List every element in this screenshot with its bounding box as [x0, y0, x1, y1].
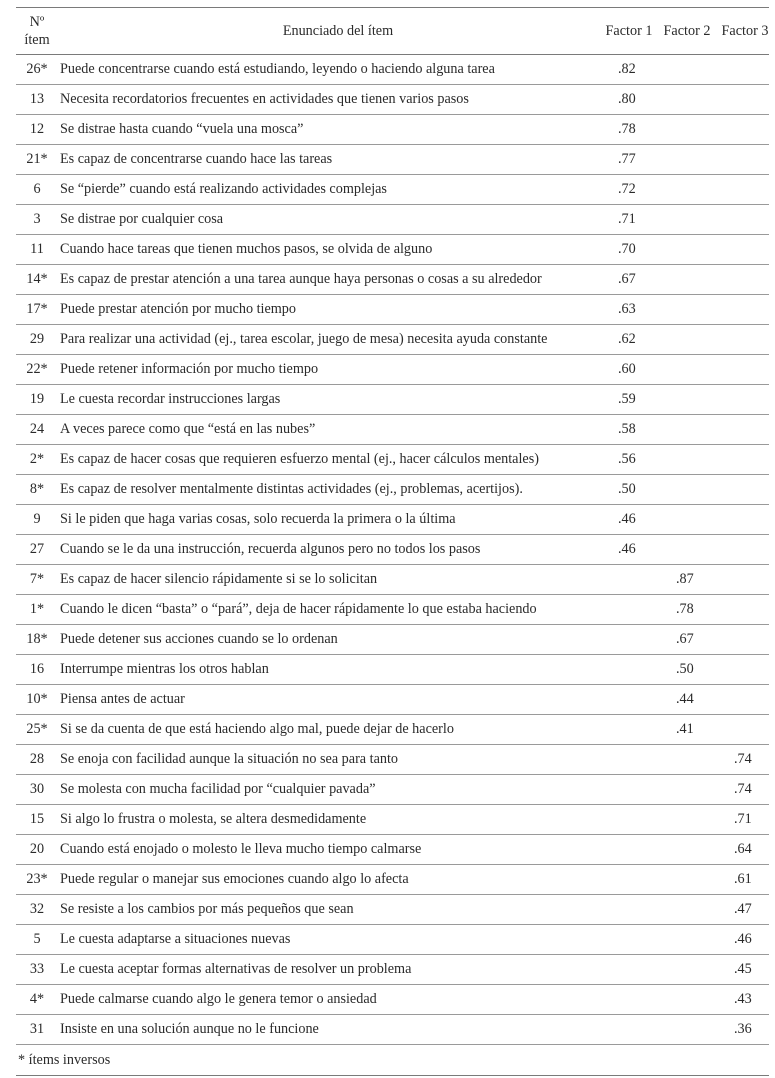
item-number: 15 — [29, 811, 45, 827]
table-row — [16, 475, 769, 505]
item-number: 12 — [29, 121, 45, 137]
item-number: 10* — [26, 691, 48, 707]
item-statement: Se distrae por cualquier cosa — [60, 211, 224, 227]
factor-1-loading: .46 — [618, 511, 636, 527]
item-statement: Si algo lo frustra o molesta, se altera desmedidamente — [60, 811, 367, 827]
item-number: 26* — [26, 61, 48, 77]
item-statement: Puede retener información por mucho tiempo — [60, 361, 319, 377]
factor-2-loading: .67 — [676, 631, 694, 647]
factor-3-loading: .46 — [734, 931, 752, 947]
item-statement: Puede prestar atención por mucho tiempo — [60, 301, 296, 317]
factor-1-loading: .63 — [618, 301, 636, 317]
item-statement: Se distrae hasta cuando “vuela una mosca” — [60, 121, 304, 137]
item-number: 33 — [29, 961, 45, 977]
table-row — [16, 775, 769, 805]
item-number: 31 — [29, 1021, 45, 1037]
item-statement: Cuando está enojado o molesto le lleva mucho tiempo calmarse — [60, 841, 422, 857]
table-body — [16, 55, 769, 1045]
header-item-number: Nº ítem — [24, 14, 50, 48]
table-row — [16, 1015, 769, 1045]
factor-2-loading: .41 — [676, 721, 694, 737]
table-row — [16, 85, 769, 115]
item-statement: Cuando le dicen “basta” o “pará”, deja de hacer rápidamente lo que estaba haciendo — [60, 601, 537, 617]
factor-2-loading: .50 — [676, 661, 694, 677]
item-statement: Puede regular o manejar sus emociones cuando algo lo afecta — [60, 871, 409, 887]
item-number: 24 — [29, 421, 45, 437]
item-statement: Se resiste a los cambios por más pequeños que sean — [60, 901, 354, 917]
table-row — [16, 985, 769, 1015]
item-number: 23* — [26, 871, 48, 887]
item-statement: Para realizar una actividad (ej., tarea escolar, juego de mesa) necesita ayuda constante — [60, 331, 548, 347]
table-row — [16, 205, 769, 235]
factor-3-loading: .71 — [734, 811, 752, 827]
header-factor-1: Factor 1 — [605, 23, 653, 39]
item-statement: A veces parece como que “está en las nubes” — [60, 421, 316, 437]
table-row — [16, 655, 769, 685]
item-statement: Es capaz de hacer cosas que requieren esfuerzo mental (ej., hacer cálculos mentales) — [60, 451, 539, 467]
table-row — [16, 955, 769, 985]
item-number: 4* — [29, 991, 45, 1007]
factor-3-loading: .74 — [734, 751, 752, 767]
item-number: 27 — [29, 541, 45, 557]
factor-2-loading: .44 — [676, 691, 694, 707]
factor-1-loading: .58 — [618, 421, 636, 437]
table-row — [16, 235, 769, 265]
item-statement: Es capaz de prestar atención a una tarea aunque haya personas o cosas a su alrededor — [60, 271, 542, 287]
table-row — [16, 535, 769, 565]
header-factor-3: Factor 3 — [721, 23, 769, 39]
item-number: 14* — [26, 271, 48, 287]
table-row — [16, 325, 769, 355]
header-factor-2: Factor 2 — [663, 23, 711, 39]
table-footnote — [16, 1045, 769, 1076]
table-row — [16, 145, 769, 175]
factor-1-loading: .82 — [618, 61, 636, 77]
factor-1-loading: .80 — [618, 91, 636, 107]
table-row — [16, 445, 769, 475]
item-number: 19 — [29, 391, 45, 407]
factor-3-loading: .61 — [734, 871, 752, 887]
item-statement: Le cuesta aceptar formas alternativas de resolver un problema — [60, 961, 412, 977]
factor-loadings-table — [16, 7, 769, 1076]
item-statement: Puede calmarse cuando algo le genera temor o ansiedad — [60, 991, 377, 1007]
factor-3-loading: .36 — [734, 1021, 752, 1037]
item-statement: Es capaz de resolver mentalmente distintas actividades (ej., problemas, acertijos). — [60, 481, 523, 497]
item-number: 9 — [33, 511, 41, 527]
item-statement: Piensa antes de actuar — [60, 691, 185, 707]
item-number: 28 — [29, 751, 45, 767]
factor-1-loading: .60 — [618, 361, 636, 377]
item-number: 32 — [29, 901, 45, 917]
table-row — [16, 895, 769, 925]
footnote-text: * ítems inversos — [18, 1052, 111, 1068]
factor-3-loading: .74 — [734, 781, 752, 797]
item-number: 8* — [29, 481, 45, 497]
item-statement: Le cuesta adaptarse a situaciones nuevas — [60, 931, 291, 947]
table-header — [16, 7, 769, 55]
table-row — [16, 175, 769, 205]
item-statement: Si le piden que haga varias cosas, solo recuerda la primera o la última — [60, 511, 456, 527]
table-row — [16, 385, 769, 415]
factor-1-loading: .56 — [618, 451, 636, 467]
factor-1-loading: .46 — [618, 541, 636, 557]
item-number: 2* — [29, 451, 45, 467]
item-number: 13 — [29, 91, 45, 107]
table-row — [16, 685, 769, 715]
item-statement: Necesita recordatorios frecuentes en actividades que tienen varios pasos — [60, 91, 469, 107]
factor-2-loading: .87 — [676, 571, 694, 587]
table-row — [16, 865, 769, 895]
table-row — [16, 265, 769, 295]
factor-3-loading: .45 — [734, 961, 752, 977]
table-row — [16, 925, 769, 955]
table-row — [16, 295, 769, 325]
factor-1-loading: .78 — [618, 121, 636, 137]
item-statement: Se molesta con mucha facilidad por “cualquier pavada” — [60, 781, 376, 797]
table-row — [16, 595, 769, 625]
table-row — [16, 805, 769, 835]
table-row — [16, 355, 769, 385]
factor-1-loading: .50 — [618, 481, 636, 497]
table-row — [16, 415, 769, 445]
item-number: 21* — [26, 151, 48, 167]
factor-1-loading: .59 — [618, 391, 636, 407]
item-statement: Si se da cuenta de que está haciendo algo mal, puede dejar de hacerlo — [60, 721, 454, 737]
table-row — [16, 715, 769, 745]
factor-1-loading: .62 — [618, 331, 636, 347]
item-number: 17* — [26, 301, 48, 317]
factor-3-loading: .43 — [734, 991, 752, 1007]
item-number: 6 — [33, 181, 41, 197]
factor-3-loading: .47 — [734, 901, 752, 917]
table-row — [16, 115, 769, 145]
table-row — [16, 505, 769, 535]
item-statement: Cuando se le da una instrucción, recuerda algunos pero no todos los pasos — [60, 541, 481, 557]
table-row — [16, 745, 769, 775]
item-number: 16 — [29, 661, 45, 677]
item-number: 3 — [33, 211, 41, 227]
item-number: 22* — [26, 361, 48, 377]
factor-1-loading: .77 — [618, 151, 636, 167]
factor-1-loading: .71 — [618, 211, 636, 227]
item-number: 30 — [29, 781, 45, 797]
factor-1-loading: .72 — [618, 181, 636, 197]
item-statement: Puede concentrarse cuando está estudiando, leyendo o haciendo alguna tarea — [60, 61, 495, 77]
table-row — [16, 565, 769, 595]
item-number: 11 — [30, 241, 44, 257]
item-statement: Puede detener sus acciones cuando se lo ordenan — [60, 631, 338, 647]
item-number: 7* — [29, 571, 45, 587]
item-statement: Cuando hace tareas que tienen muchos pasos, se olvida de alguno — [60, 241, 433, 257]
item-statement: Se “pierde” cuando está realizando actividades complejas — [60, 181, 387, 197]
item-statement: Es capaz de hacer silencio rápidamente si se lo solicitan — [60, 571, 378, 587]
factor-1-loading: .67 — [618, 271, 636, 287]
table-row — [16, 835, 769, 865]
factor-2-loading: .78 — [676, 601, 694, 617]
item-number: 29 — [29, 331, 45, 347]
item-number: 20 — [29, 841, 45, 857]
table-row — [16, 55, 769, 85]
item-number: 1* — [29, 601, 45, 617]
item-statement: Le cuesta recordar instrucciones largas — [60, 391, 281, 407]
item-statement: Interrumpe mientras los otros hablan — [60, 661, 269, 677]
factor-3-loading: .64 — [734, 841, 752, 857]
item-statement: Insiste en una solución aunque no le funcione — [60, 1021, 319, 1037]
factor-1-loading: .70 — [618, 241, 636, 257]
item-statement: Es capaz de concentrarse cuando hace las tareas — [60, 151, 333, 167]
item-number: 25* — [26, 721, 48, 737]
header-item-statement: Enunciado del ítem — [282, 23, 394, 39]
table-row — [16, 625, 769, 655]
item-number: 5 — [33, 931, 41, 947]
item-statement: Se enoja con facilidad aunque la situación no sea para tanto — [60, 751, 399, 767]
item-number: 18* — [26, 631, 48, 647]
